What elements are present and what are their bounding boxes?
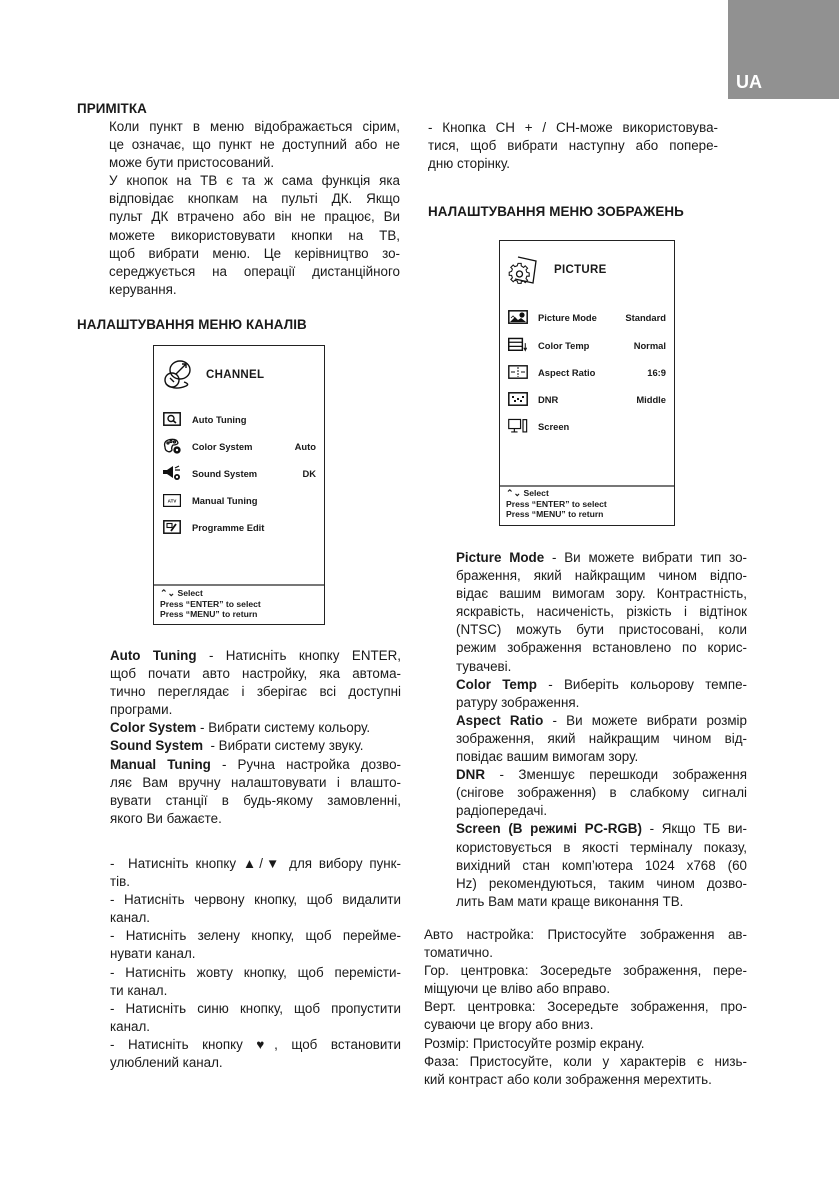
footer-menu: Press “MENU” to return [506, 509, 604, 519]
language-code: UA [736, 72, 762, 92]
desc-line: Aspect Ratio - Ви можете вибрати розмір [456, 712, 747, 728]
option-line: томатично. [424, 945, 493, 961]
note-line: це означає, що пункт не доступний або не [109, 137, 400, 153]
note-text [109, 118, 400, 299]
desc-line: DNR - Зменшує перешкоди зображення [456, 767, 747, 783]
instruction-line: - Натисніть кнопку ▲/▼ для вибору пунк- [110, 856, 401, 871]
desc-line: якого Ви бажаєте. [110, 810, 222, 826]
note-line: відповідає кнопкам на пульті ДК. Якщо [109, 191, 400, 207]
desc-line: (снігове зображення) в слабкому сигналі [456, 785, 747, 801]
picture-osd-menu [499, 240, 675, 526]
menu-item-label: Screen [538, 420, 570, 432]
desc-line: (NTSC) можуть бути пристосовані, коли [456, 622, 747, 638]
option-line: Розмір: Пристосуйте розмір екрану. [424, 1035, 645, 1051]
desc-line: Auto Tuning - Натисніть кнопку ENTER, [110, 648, 401, 663]
menu-item-value: Normal [633, 339, 666, 351]
instruction-line: улюблений канал. [110, 1055, 223, 1071]
desc-term: Color Temp [456, 676, 537, 692]
edit-icon [162, 519, 182, 535]
desc-line: Color System - Вибрати систему кольору. [110, 720, 371, 736]
menu-item-label: Sound System [192, 467, 258, 479]
landscape-icon [508, 309, 528, 325]
aspect-ratio-icon [508, 364, 528, 380]
footer-select: Select [177, 588, 203, 598]
option-line: Фаза: Пристосуйте, коли у характерів є низь- [424, 1053, 747, 1069]
palette-icon [162, 438, 182, 454]
option-line: кий контраст або коли зображення мерехтить. [424, 1071, 712, 1087]
footer-select: Select [523, 488, 549, 498]
noise-icon [508, 391, 528, 407]
note-line: щоб вибрати меню. Це керівництво зо- [109, 245, 400, 261]
atv-icon [162, 492, 182, 508]
ch-note-line: тися, щоб вибрати наступну або попере- [428, 138, 718, 154]
instruction-line: - Натисніть синю кнопку, щоб пропустити [110, 1000, 401, 1016]
osd-divider [500, 485, 674, 487]
desc-line: браження, який найкращим чином відпо- [456, 568, 747, 584]
desc-term: Color System [110, 720, 197, 736]
note-line: пульт ДК втрачено або він не працює, Ви [109, 209, 400, 225]
picture-section-heading: НАЛАШТУВАННЯ МЕНЮ ЗОБРАЖЕНЬ [428, 204, 684, 219]
menu-item-label: DNR [538, 393, 559, 405]
desc-line: вувати станції в будь-якому замовленні, [110, 792, 401, 808]
desc-line: тично переглядає і зберігає всі доступні [110, 684, 401, 700]
menu-item-label: Programme Edit [192, 521, 265, 533]
instruction-line: канал. [110, 910, 150, 926]
satellite-dish-icon [160, 358, 194, 392]
desc-term: Picture Mode [456, 550, 545, 565]
menu-item-label: Picture Mode [538, 311, 597, 323]
note-line: керування. [109, 281, 177, 297]
desc-line: щоб почати авто настройку, яка автома- [110, 666, 401, 682]
option-line: Авто настройка: Пристосуйте зображення ав- [424, 927, 747, 942]
channel-osd-title: CHANNEL [206, 369, 265, 381]
note-line: У кнопок на ТВ є та ж сама функція яка [109, 173, 400, 189]
footer-menu: Press “MENU” to return [160, 609, 258, 619]
desc-line: лить Вам мати краще виконання ТВ. [456, 893, 684, 909]
menu-item-label: Manual Tuning [192, 494, 258, 506]
menu-item-label: Color System [192, 440, 253, 452]
menu-item-value: 16:9 [647, 366, 666, 378]
desc-line: Screen (В режимі PC-RGB) - Якщо ТБ ви- [456, 821, 747, 837]
menu-item-label: Auto Tuning [192, 413, 247, 425]
desc-line: Color Temp - Виберіть кольорову темпе- [456, 676, 747, 692]
picture-osd-title: PICTURE [554, 264, 607, 276]
menu-item-screen[interactable] [508, 417, 666, 435]
menu-item-sound-system[interactable] [162, 464, 316, 482]
instruction-line: канал. [110, 1018, 150, 1034]
option-line: Верт. центровка: Зосередьте зображення, про- [424, 999, 747, 1015]
desc-line: режим зображення встановлено по корис- [456, 640, 747, 656]
desc-line: ляє Вам вручну налаштовувати і влашто- [110, 774, 401, 790]
option-line: Гор. центровка: Зосередьте зображення, пере- [424, 963, 747, 979]
programme-edit-instructions [110, 855, 401, 1072]
ch-note-line: - Кнопка CH + / CH-може використовува- [428, 120, 718, 135]
desc-term: Aspect Ratio [456, 712, 544, 728]
menu-item-color-temp[interactable] [508, 336, 666, 354]
channel-descriptions [110, 647, 401, 828]
instruction-line: ти канал. [110, 982, 168, 998]
menu-item-value: Middle [636, 393, 666, 405]
color-temp-icon [508, 337, 528, 353]
desc-line: вихідний стан комп’ютера 1024 x768 (60 [456, 857, 747, 873]
picture-osd-title-row [506, 253, 607, 287]
menu-item-color-system[interactable] [162, 437, 316, 455]
desc-line: повідає вашим вимогам зору. [456, 749, 639, 765]
desc-term: Sound System [110, 738, 204, 754]
ch-note-line: дню сторінку. [428, 156, 510, 172]
desc-line: Manual Tuning - Ручна настройка дозво- [110, 756, 401, 772]
desc-term: Screen (В режимі PC-RGB) [456, 821, 642, 837]
note-heading: ПРИМІТКА [77, 101, 147, 116]
ch-note [428, 119, 718, 173]
menu-item-label: Color Temp [538, 339, 590, 351]
language-tab [728, 0, 839, 99]
desc-line: Picture Mode - Ви можете вибрати тип зо- [456, 550, 748, 565]
desc-term: DNR [456, 767, 486, 783]
menu-item-value: Standard [625, 311, 666, 323]
desc-line: Hz) рекомендуються, таким чином дозво- [456, 875, 747, 891]
screen-options [424, 926, 747, 1089]
desc-line: Sound System - Вибрати систему звуку. [110, 738, 364, 754]
footer-enter: Press “ENTER” to select [506, 498, 607, 509]
search-icon [162, 411, 182, 427]
desc-line: користовується в якості терміналу показу, [456, 839, 747, 855]
osd-divider [154, 584, 324, 586]
up-down-arrows-icon: ⌃⌄ [506, 488, 522, 498]
channel-section-heading: НАЛАШТУВАННЯ МЕНЮ КАНАЛІВ [77, 317, 307, 332]
note-line: можете використовувати кнопки на ТВ, [109, 227, 400, 243]
desc-line: зображення, який найкращим чином від- [456, 730, 747, 746]
menu-item-dnr[interactable] [508, 390, 666, 408]
instruction-line: - Натисніть кнопку ♥, щоб встановити [110, 1036, 401, 1052]
option-line: міщуючи це вліво або вправо. [424, 981, 611, 997]
osd-footer [160, 588, 261, 620]
instruction-line: тів. [110, 874, 130, 890]
menu-item-label: Aspect Ratio [538, 366, 596, 378]
up-down-arrows-icon: ⌃⌄ [160, 588, 176, 598]
desc-line: відає вашим вимогам зору. Контрастність, [456, 586, 747, 602]
note-line: може бути пристосований. [109, 155, 275, 171]
menu-item-value: Auto [294, 440, 316, 452]
instruction-line: - Натисніть червону кнопку, щоб видалити [110, 892, 401, 908]
menu-item-programme-edit[interactable] [162, 518, 316, 536]
footer-enter: Press “ENTER” to select [160, 598, 261, 609]
atv-label: ATV [167, 498, 177, 503]
desc-line: ратуру зображення. [456, 694, 580, 710]
menu-item-aspect-ratio[interactable] [508, 363, 666, 381]
desc-line: яскравість, насиченість, різкість і відтінок [456, 604, 747, 620]
picture-descriptions [456, 549, 747, 911]
instruction-line: - Натисніть жовту кнопку, щоб перемісти- [110, 964, 401, 980]
desc-line: програми. [110, 702, 173, 718]
menu-item-manual-tuning[interactable] [162, 491, 316, 509]
menu-item-value: DK [302, 467, 316, 479]
monitor-icon [508, 418, 528, 434]
channel-osd-title-row [160, 358, 264, 392]
osd-footer [506, 488, 607, 520]
desc-line: радіопередачі. [456, 803, 548, 819]
note-line: Коли пункт в меню відображається сірим, [109, 119, 400, 134]
speaker-icon [162, 465, 182, 481]
option-line: суваючи це вгору або вниз. [424, 1017, 594, 1033]
desc-term: Manual Tuning [110, 756, 211, 772]
desc-term: Auto Tuning [110, 648, 197, 663]
menu-item-picture-mode[interactable] [508, 308, 666, 326]
menu-item-auto-tuning[interactable] [162, 410, 316, 428]
instruction-line: нувати канал. [110, 946, 196, 962]
gear-page-icon [506, 253, 542, 287]
desc-line: тувачеві. [456, 658, 512, 674]
note-line: середжується на операції дистанційного [109, 263, 400, 279]
instruction-line: - Натисніть зелену кнопку, щоб перейме- [110, 928, 401, 944]
channel-osd-menu [153, 345, 325, 625]
